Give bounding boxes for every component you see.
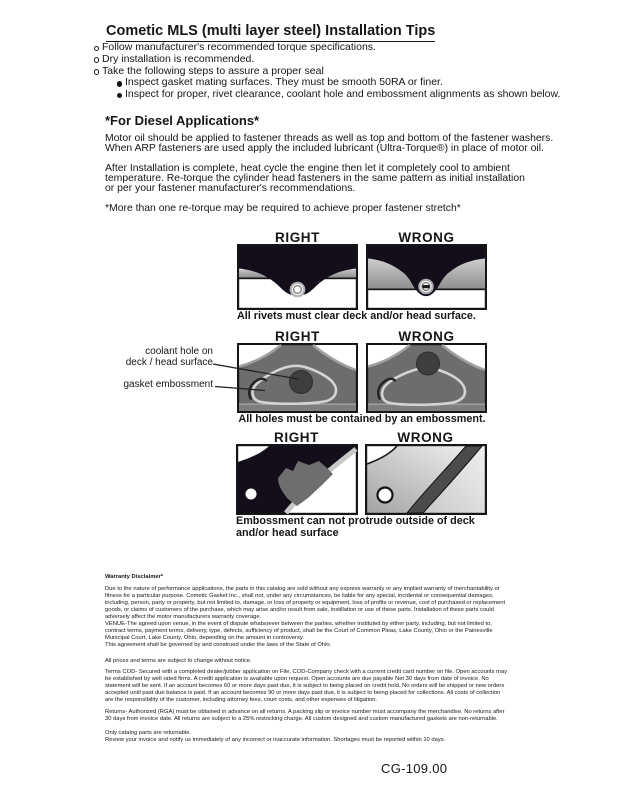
list-item: Follow manufacturer's recommended torque specifications. — [94, 42, 560, 54]
row2-caption: All holes must be contained by an embossment. — [238, 413, 486, 425]
fine-line: fitness for a particular purpose. Cometic Gasket Inc., shall not, under any circumstances, be liable for any special, incidental or consequential damages, — [105, 593, 494, 599]
fine-line: Due to the nature of performance applications, the parts in this catalog are sold without any express warranty or any implied warranty of merchantability or — [105, 586, 500, 592]
fine-line: This agreement shall be governed by and construed under the laws of the State of Ohio. — [105, 642, 332, 648]
list-item: Dry installation is recommended. — [94, 54, 560, 66]
fine-line: goods, or claims of customers of the purchase, which may arise and/or result from sale, instillation or use of these parts. Installation of these parts could — [105, 607, 494, 613]
diesel-paragraph-2 — [105, 164, 525, 195]
diesel-paragraph-1 — [105, 134, 553, 154]
fine-line: Municipal Court, Lake County, Ohio, depending on the amount in controversy. — [105, 635, 304, 641]
right-label: RIGHT — [274, 430, 319, 445]
list-item: Inspect gasket mating surfaces. They must be smooth 50RA or finer. — [117, 77, 560, 89]
bolt-hole — [246, 489, 257, 500]
caption-line: and/or head surface — [236, 526, 339, 539]
rivet-icon — [290, 282, 306, 298]
fine-line: are the responsibility of the customer, including attorney fees, court costs, and other expenses of litigation. — [105, 697, 377, 703]
prices-line: All prices and terms are subject to change without notice. — [105, 658, 252, 664]
diagram-rivet-wrong — [366, 244, 487, 310]
fine-line: be established by well rated firms. A credit application is available upon request. Open accounts are due payable Net 30 days from date of invoice. No — [105, 676, 489, 682]
review-invoice-line: Review your invoice and notify us immediately of any incorrect or inaccurate information. Shortages must be reported within 10 days. — [105, 737, 446, 743]
gasket-embossment-label: gasket embossment — [123, 379, 213, 390]
installation-tips-list — [94, 42, 560, 101]
fine-line: statement will be sent. If an account becomes 60 or more days past due, it is subject to being placed on credit hold. No orders will be shipped or new orders — [105, 683, 505, 689]
fine-line: contract terms, payment terms, delivery, type, defects, sufficiency of product, shall be the Court of Common Pleas, Lake County, Ohio or the Painesville — [105, 628, 493, 634]
fine-line: 30 days from invoice date. All returns are subject to a 25% restocking charge. All custom designed and custom manufactured gaskets are non-returnable. — [105, 716, 498, 722]
wrong-label: WRONG — [398, 329, 455, 344]
label-line: coolant hole on — [145, 346, 213, 357]
venue-paragraph — [105, 621, 493, 649]
coolant-hole — [290, 371, 313, 394]
paragraph-line: or per your fastener manufacturer's recommendations. — [105, 183, 356, 195]
disclaimer-heading: Warranty Disclaimer* — [105, 574, 164, 580]
diagram-rivet-right — [237, 244, 358, 310]
diagram-protrude-right — [236, 444, 358, 515]
wrong-label: WRONG — [398, 230, 455, 245]
diagram-protrude-wrong — [365, 444, 487, 515]
wrong-label: WRONG — [397, 430, 454, 445]
label-line: deck / head surface — [125, 356, 213, 368]
diesel-heading: *For Diesel Applications* — [105, 113, 260, 128]
coolant-hole-label — [100, 347, 213, 369]
fine-line: adversely affect the motor manufacturers warranty coverage. — [105, 614, 262, 620]
right-label: RIGHT — [275, 230, 320, 245]
rivet-icon — [418, 279, 434, 295]
caption-line: Embossment can not protrude outside of deck — [236, 515, 475, 527]
diagram-embossment-right — [237, 343, 358, 413]
bolt-hole — [378, 488, 393, 503]
paragraph-line: When ARP fasteners are used apply the included lubricant (Ultra-Torque®) in place of motor oil. — [105, 143, 544, 155]
paragraph-line: After Installation is complete, heat cycle the engine then let it completely cool to ambient — [105, 163, 510, 174]
row3-caption — [236, 516, 475, 539]
row1-caption: All rivets must clear deck and/or head surface. — [237, 310, 476, 322]
fine-line: VENUE-The agreed upon venue, in the event of dispute whatsoever between the parties, whether instituted by either party, including, but not limited to, — [105, 621, 492, 627]
fine-line: Returns- Authorized (RGA) must be obtained in advance on all returns. A packing slip or invoice number must accompany the merchandise. No returns after — [105, 709, 505, 715]
terms-paragraph — [105, 669, 507, 704]
disclaimer-paragraph — [105, 586, 505, 621]
fine-line: Terms COD- Secured with a completed dealer/jobber application on File, COD-Company check with a current credit card number on file. Open accounts may — [105, 669, 508, 675]
fine-line: accepted until past due balance is paid. If an account becomes 90 or more days past due, it is subject to being placed for collections. All costs of collection — [105, 690, 501, 696]
returns-paragraph — [105, 709, 505, 723]
page-title: Cometic MLS (multi layer steel) Installation Tips — [106, 23, 435, 42]
only-catalog-line: Only catalog parts are returnable. — [105, 730, 192, 736]
page-code: CG-109.00 — [381, 761, 448, 776]
list-item: Take the following steps to assure a proper seal — [94, 66, 560, 78]
right-label: RIGHT — [275, 329, 320, 344]
coolant-hole — [417, 352, 440, 375]
fine-line: including, person, party or property, but not limited to, damage, or loss of property or equipment, loss of profits or revenue, cost of purchased or replacement — [105, 600, 506, 606]
paragraph-line: Motor oil should be applied to fastener threads as well as top and bottom of the fastener washers. — [105, 133, 554, 144]
retorque-note: *More than one re-torque may be required to achieve proper fastener stretch* — [105, 203, 461, 214]
diagram-embossment-wrong — [366, 343, 487, 413]
paragraph-line: temperature. Re-torque the cylinder head fasteners in the same pattern as initial installation — [105, 173, 525, 185]
list-item: Inspect for proper, rivet clearance, coolant hole and embossment alignments as shown below. — [117, 89, 560, 101]
